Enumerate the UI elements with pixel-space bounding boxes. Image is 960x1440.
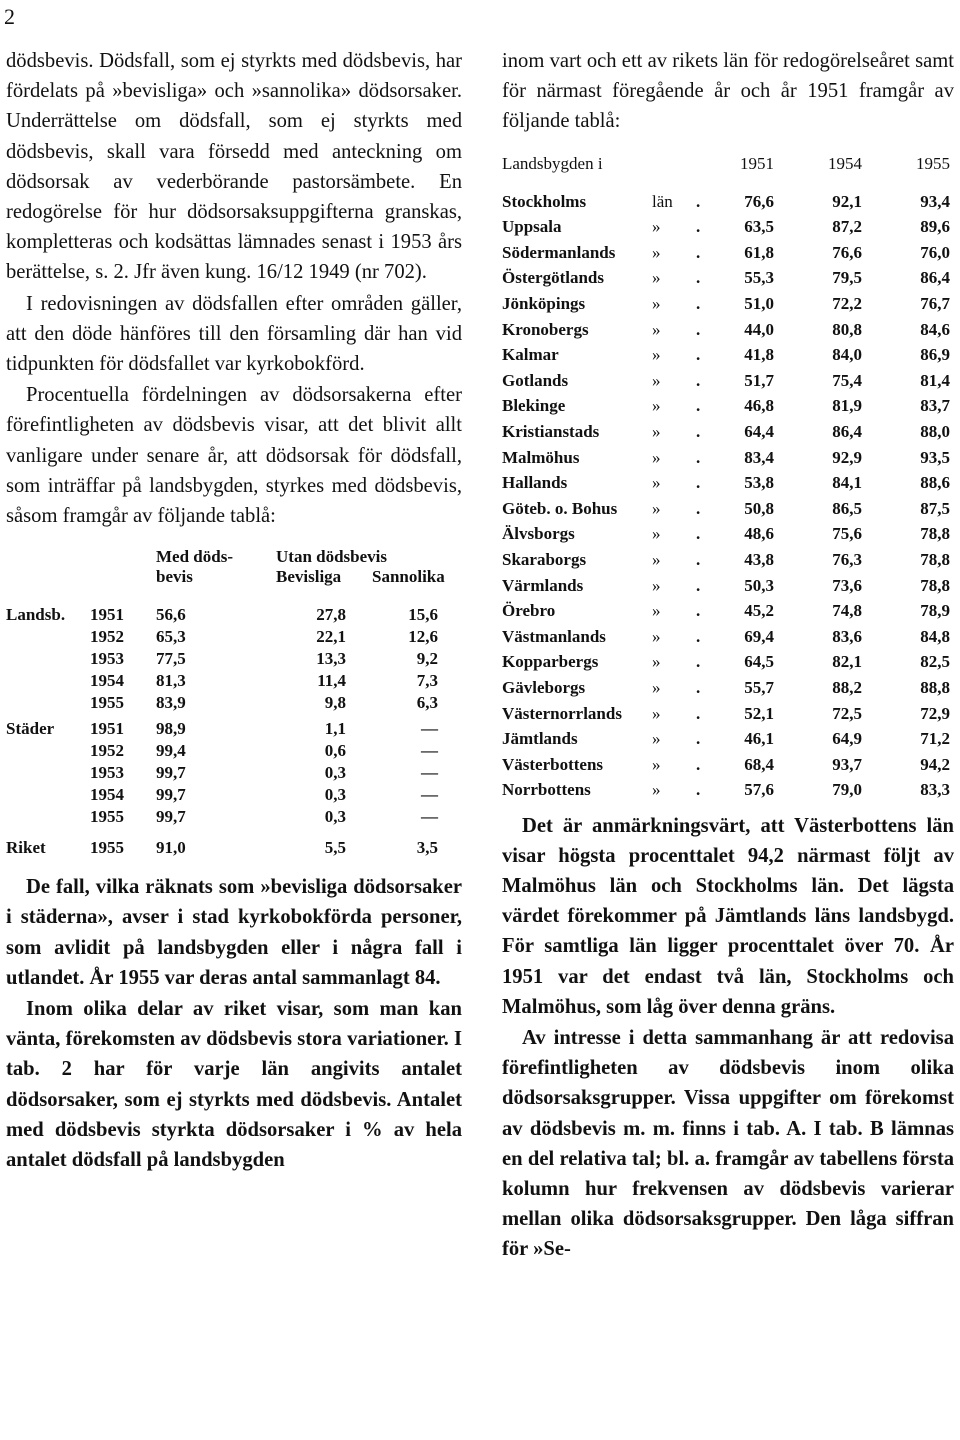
cell-1951: 64,5 bbox=[744, 652, 774, 672]
cell-med-dodsbevis: 91,0 bbox=[156, 838, 186, 858]
cell-sannolika: — bbox=[421, 741, 438, 761]
county-name: Malmöhus bbox=[502, 447, 580, 467]
cell-1955: 83,7 bbox=[920, 396, 950, 416]
cell-bevisliga: 13,3 bbox=[316, 649, 346, 669]
county-suffix: » bbox=[652, 754, 661, 774]
column-header-bevisliga: Bevisliga bbox=[276, 567, 342, 587]
row-year: 1951 bbox=[90, 719, 124, 739]
leader-dots: . bbox=[696, 575, 701, 595]
table-row bbox=[502, 470, 954, 495]
county-suffix: » bbox=[652, 370, 661, 390]
cell-1951: 69,4 bbox=[744, 626, 774, 646]
leader-dots: . bbox=[696, 754, 701, 774]
cell-1951: 53,8 bbox=[744, 473, 774, 493]
table-row bbox=[502, 342, 954, 367]
cell-1954: 84,1 bbox=[832, 473, 862, 493]
column-header-sannolika: Sannolika bbox=[372, 567, 445, 587]
county-name: Skaraborgs bbox=[502, 550, 587, 569]
cell-bevisliga: 22,1 bbox=[316, 627, 346, 647]
row-year: 1955 bbox=[90, 838, 124, 858]
cell-1954: 88,2 bbox=[832, 678, 862, 697]
cell-1954: 64,9 bbox=[832, 729, 862, 749]
column-group-header-utan-dodsbevis: Utan dödsbevis bbox=[276, 547, 388, 567]
table-row bbox=[6, 740, 462, 762]
county-suffix: » bbox=[652, 703, 661, 723]
cell-1954: 86,4 bbox=[832, 422, 862, 441]
leader-dots: . bbox=[696, 780, 701, 800]
table-row bbox=[6, 692, 462, 714]
cell-1954: 75,4 bbox=[832, 370, 862, 390]
cell-bevisliga: 0,3 bbox=[324, 785, 346, 805]
leader-dots: . bbox=[696, 703, 701, 723]
cell-1955: 87,5 bbox=[920, 498, 950, 518]
cell-1951: 83,4 bbox=[744, 447, 774, 467]
cell-bevisliga: 0,6 bbox=[324, 741, 346, 761]
table-row bbox=[502, 752, 954, 777]
county-suffix: » bbox=[652, 396, 661, 416]
row-group-label: Städer bbox=[6, 719, 55, 739]
table-row bbox=[6, 837, 462, 859]
cell-bevisliga: 0,3 bbox=[324, 807, 346, 827]
row-year: 1953 bbox=[90, 649, 124, 669]
table-row bbox=[502, 291, 954, 316]
cell-sannolika: — bbox=[421, 763, 438, 783]
paragraph: I redovisningen av dödsfallen efter områden gäller, att den döde hänföres till den församling där han vid tidpunkten för dödsfallet var kyrkobokförd. bbox=[6, 292, 462, 376]
cell-1951: 51,7 bbox=[744, 370, 774, 390]
cell-1951: 52,1 bbox=[744, 703, 774, 723]
leader-dots: . bbox=[696, 473, 701, 493]
cell-1955: 86,9 bbox=[920, 345, 950, 365]
row-year: 1952 bbox=[90, 627, 124, 647]
cell-1954: 79,0 bbox=[832, 780, 862, 800]
column-header-year: 1951 bbox=[740, 153, 774, 173]
county-name: Jämtlands bbox=[502, 729, 578, 749]
leader-dots: . bbox=[696, 294, 701, 313]
cell-bevisliga: 0,3 bbox=[324, 763, 346, 783]
table-row bbox=[502, 701, 954, 726]
cell-sannolika: 6,3 bbox=[416, 693, 438, 713]
table-row bbox=[6, 784, 462, 806]
cell-1954: 84,0 bbox=[832, 345, 862, 365]
cell-med-dodsbevis: 99,7 bbox=[156, 763, 186, 783]
row-year: 1954 bbox=[90, 671, 124, 691]
county-name: Gävleborgs bbox=[502, 678, 586, 697]
county-name: Kalmar bbox=[502, 345, 559, 365]
county-table-header bbox=[502, 151, 954, 177]
cell-1951: 50,8 bbox=[744, 498, 774, 518]
cell-1951: 44,0 bbox=[744, 319, 774, 339]
column-header-year: 1955 bbox=[916, 153, 950, 173]
table-row bbox=[6, 604, 462, 626]
cell-sannolika: — bbox=[421, 785, 438, 805]
table-row bbox=[6, 670, 462, 692]
county-name: Norrbottens bbox=[502, 780, 591, 800]
cell-sannolika: — bbox=[421, 719, 438, 739]
county-name: Kronobergs bbox=[502, 319, 589, 339]
leader-dots: . bbox=[696, 217, 701, 237]
cell-1951: 57,6 bbox=[744, 780, 774, 800]
cell-1951: 51,0 bbox=[744, 294, 774, 313]
cell-1954: 83,6 bbox=[832, 626, 862, 646]
table-row bbox=[502, 317, 954, 342]
table-row bbox=[6, 718, 462, 740]
cell-1954: 73,6 bbox=[832, 575, 862, 595]
county-name: Västerbottens bbox=[502, 754, 604, 774]
county-suffix: » bbox=[652, 473, 661, 493]
table-row bbox=[502, 624, 954, 649]
cell-1954: 86,5 bbox=[832, 498, 862, 518]
county-suffix: » bbox=[652, 780, 661, 800]
cell-1955: 89,6 bbox=[920, 217, 950, 237]
row-year: 1955 bbox=[90, 693, 124, 713]
county-name: Blekinge bbox=[502, 396, 566, 416]
leader-dots: . bbox=[696, 268, 701, 288]
cell-bevisliga: 27,8 bbox=[316, 605, 346, 625]
cell-1951: 48,6 bbox=[744, 524, 774, 544]
cell-bevisliga: 1,1 bbox=[324, 719, 346, 739]
table-row bbox=[502, 598, 954, 623]
county-suffix: » bbox=[652, 294, 661, 313]
table-row bbox=[6, 648, 462, 670]
county-suffix: » bbox=[652, 242, 661, 262]
row-year: 1955 bbox=[90, 807, 124, 827]
county-name: Örebro bbox=[502, 601, 556, 621]
county-suffix: » bbox=[652, 345, 661, 365]
cell-1955: 94,2 bbox=[920, 754, 950, 774]
cell-1954: 82,1 bbox=[832, 652, 862, 672]
cell-1954: 75,6 bbox=[832, 524, 862, 544]
table-row bbox=[502, 240, 954, 265]
table-row bbox=[502, 726, 954, 751]
table-row bbox=[502, 214, 954, 239]
cell-sannolika: 12,6 bbox=[408, 627, 438, 647]
county-name: Västernorrlands bbox=[502, 703, 622, 723]
cell-sannolika: — bbox=[421, 807, 438, 827]
cell-med-dodsbevis: 56,6 bbox=[156, 605, 186, 625]
leader-dots: . bbox=[696, 191, 701, 211]
death-certificate-table bbox=[6, 547, 462, 872]
cell-1955: 76,0 bbox=[920, 242, 950, 262]
cell-1954: 81,9 bbox=[832, 396, 862, 416]
county-suffix: » bbox=[652, 678, 661, 697]
cell-1951: 55,3 bbox=[744, 268, 774, 288]
cell-1955: 76,7 bbox=[920, 294, 950, 313]
right-column bbox=[502, 46, 954, 1265]
table-row bbox=[502, 777, 954, 802]
left-column bbox=[6, 46, 462, 1175]
row-year: 1954 bbox=[90, 785, 124, 805]
page-number: 2 bbox=[4, 4, 15, 29]
cell-1951: 50,3 bbox=[744, 575, 774, 595]
cell-1951: 68,4 bbox=[744, 754, 774, 774]
county-name: Värmlands bbox=[502, 575, 584, 595]
paragraph: Det är anmärkningsvärt, att Västerbottens län visar högsta procenttalet 94,2 närmast följt av Malmöhus län och Stockholms län. Det lägsta värdet förekommer på Jämtlands läns landsbygd. För samtliga län ligger procenttalet över 70. År 1951 var det endast två län, Stockholms och Malmöhus, som låg över denna gräns. bbox=[502, 814, 954, 1018]
cell-med-dodsbevis: 65,3 bbox=[156, 627, 186, 647]
cell-1954: 76,3 bbox=[832, 550, 862, 569]
county-suffix: » bbox=[652, 422, 661, 441]
cell-sannolika: 9,2 bbox=[416, 649, 438, 669]
cell-1954: 72,2 bbox=[832, 294, 862, 313]
cell-1955: 83,3 bbox=[920, 780, 950, 800]
cell-med-dodsbevis: 99,7 bbox=[156, 807, 186, 827]
county-name: Jönköpings bbox=[502, 294, 586, 313]
row-year: 1952 bbox=[90, 741, 124, 761]
cell-1951: 61,8 bbox=[744, 242, 774, 262]
county-suffix: » bbox=[652, 268, 661, 288]
cell-1954: 92,9 bbox=[832, 447, 862, 467]
county-suffix: » bbox=[652, 524, 661, 544]
cell-1955: 88,8 bbox=[920, 678, 950, 697]
leader-dots: . bbox=[696, 729, 701, 749]
leader-dots: . bbox=[696, 370, 701, 390]
leader-dots: . bbox=[696, 396, 701, 416]
leader-dots: . bbox=[696, 652, 701, 672]
county-name: Älvsborgs bbox=[502, 524, 575, 544]
county-suffix: » bbox=[652, 575, 661, 595]
cell-1955: 86,4 bbox=[920, 268, 950, 288]
paragraph: Procentuella fördelningen av dödsorsakerna efter förefintligheten av dödsbevis visar, att det blivit allt vanligare under senare år, att dödsorsak för dödsfall, som inträffar på landsbygden, styrkes med dödsbevis, såsom framgår av följande tablå: bbox=[6, 384, 462, 528]
cell-med-dodsbevis: 81,3 bbox=[156, 671, 186, 691]
county-name: Hallands bbox=[502, 473, 568, 493]
table-row bbox=[502, 445, 954, 470]
cell-med-dodsbevis: 99,7 bbox=[156, 785, 186, 805]
county-name: Göteb. o. Bohus bbox=[502, 498, 618, 518]
table-row bbox=[502, 393, 954, 418]
county-suffix: » bbox=[652, 498, 661, 518]
leader-dots: . bbox=[696, 524, 701, 544]
cell-1954: 87,2 bbox=[832, 217, 862, 237]
cell-1954: 93,7 bbox=[832, 754, 862, 774]
cell-1951: 41,8 bbox=[744, 345, 774, 365]
table-row bbox=[6, 806, 462, 828]
cell-1954: 76,6 bbox=[832, 242, 862, 262]
table-row bbox=[502, 649, 954, 674]
table-row bbox=[502, 496, 954, 521]
county-name: Västmanlands bbox=[502, 626, 606, 646]
row-group-label: Riket bbox=[6, 838, 46, 858]
leader-dots: . bbox=[696, 601, 701, 621]
cell-med-dodsbevis: 98,9 bbox=[156, 719, 186, 739]
cell-1951: 63,5 bbox=[744, 217, 774, 237]
paragraph: Av intresse i detta sammanhang är att redovisa förefintligheten av dödsbevis inom olika dödsorsaksgrupper. Vissa uppgifter om förekomst av dödsbevis m. m. finns i tab. A. I tab. B lämnas en del relativa tal; bl. a. framgår av tabellens första kolumn hur frekvensen av dödsbevis varierar mellan olika dödsorsaksgrupper. Den låga siffran för »Se- bbox=[502, 1027, 954, 1261]
cell-sannolika: 7,3 bbox=[416, 671, 438, 691]
row-year: 1951 bbox=[90, 605, 124, 625]
county-suffix: » bbox=[652, 729, 661, 749]
leader-dots: . bbox=[696, 498, 701, 518]
cell-med-dodsbevis: 77,5 bbox=[156, 649, 186, 669]
cell-1951: 55,7 bbox=[744, 678, 774, 697]
cell-1955: 88,0 bbox=[920, 422, 950, 441]
table-row bbox=[502, 419, 954, 444]
cell-1955: 78,8 bbox=[920, 550, 950, 569]
leader-dots: . bbox=[696, 678, 701, 697]
leader-dots: . bbox=[696, 345, 701, 365]
column-header-med-dodsbevis: Med döds- bevis bbox=[156, 547, 233, 587]
leader-dots: . bbox=[696, 242, 701, 262]
cell-1954: 72,5 bbox=[832, 703, 862, 723]
table-row bbox=[502, 189, 954, 214]
cell-1954: 80,8 bbox=[832, 319, 862, 339]
county-suffix: » bbox=[652, 601, 661, 621]
table-row bbox=[502, 675, 954, 700]
cell-1955: 88,6 bbox=[920, 473, 950, 493]
cell-1955: 71,2 bbox=[920, 729, 950, 749]
county-suffix: » bbox=[652, 217, 661, 237]
county-name: Uppsala bbox=[502, 217, 562, 237]
cell-1951: 45,2 bbox=[744, 601, 774, 621]
county-name: Kristianstads bbox=[502, 422, 600, 441]
leader-dots: . bbox=[696, 422, 701, 441]
column-header-landsbygden: Landsbygden i bbox=[502, 153, 603, 173]
table-row bbox=[502, 521, 954, 546]
county-table bbox=[502, 151, 954, 811]
cell-1955: 72,9 bbox=[920, 703, 950, 723]
county-name: Stockholms bbox=[502, 191, 587, 211]
cell-1951: 64,4 bbox=[744, 422, 774, 441]
paragraph: inom vart och ett av rikets län för redogörelseåret samt för närmast föregående år och år 1951 framgår av följande tablå: bbox=[502, 50, 954, 133]
cell-1955: 78,8 bbox=[920, 575, 950, 595]
cell-bevisliga: 5,5 bbox=[324, 838, 346, 858]
leader-dots: . bbox=[696, 626, 701, 646]
cell-1954: 92,1 bbox=[832, 191, 862, 211]
cell-med-dodsbevis: 99,4 bbox=[156, 741, 186, 761]
county-name: Södermanlands bbox=[502, 242, 616, 262]
cell-1955: 84,8 bbox=[920, 626, 950, 646]
paragraph: De fall, vilka räknats som »bevisliga dödsorsaker i städerna», avser i stad kyrkobokförda personer, som avlidit på landsbygden eller i några fall i utlandet. År 1955 var deras antal sammanlagt 84. bbox=[6, 876, 462, 989]
leader-dots: . bbox=[696, 447, 701, 467]
cell-1955: 93,4 bbox=[920, 191, 950, 211]
column-header-year: 1954 bbox=[828, 153, 862, 173]
cell-1955: 82,5 bbox=[920, 652, 950, 672]
table-row bbox=[502, 368, 954, 393]
cell-med-dodsbevis: 83,9 bbox=[156, 693, 186, 713]
leader-dots: . bbox=[696, 319, 701, 339]
table-row bbox=[502, 547, 954, 572]
table-row bbox=[6, 762, 462, 784]
county-name: Gotlands bbox=[502, 370, 569, 390]
cell-1954: 74,8 bbox=[832, 601, 862, 621]
county-name: Östergötlands bbox=[502, 268, 604, 288]
cell-sannolika: 15,6 bbox=[408, 605, 438, 625]
row-group-label: Landsb. bbox=[6, 605, 66, 625]
county-suffix: » bbox=[652, 550, 661, 569]
table-row bbox=[502, 265, 954, 290]
cell-1951: 46,8 bbox=[744, 396, 774, 416]
table-row bbox=[6, 626, 462, 648]
cell-1955: 81,4 bbox=[920, 370, 950, 390]
cell-1955: 78,8 bbox=[920, 524, 950, 544]
county-suffix: » bbox=[652, 626, 661, 646]
table-row bbox=[502, 573, 954, 598]
county-suffix: » bbox=[652, 319, 661, 339]
cell-1955: 84,6 bbox=[920, 319, 950, 339]
paragraph: Inom olika delar av riket visar, som man kan vänta, förekomsten av dödsbevis stora variationer. I tab. 2 har för varje län angivits antalet dödsorsaker, som ej styrkts med dödsbevis. Antalet med dödsbevis styrkta dödsorsaker i % av hela antalet dödsfall på landsbygden bbox=[6, 998, 462, 1172]
cell-1955: 78,9 bbox=[920, 601, 950, 621]
cell-bevisliga: 9,8 bbox=[324, 693, 346, 713]
leader-dots: . bbox=[696, 550, 701, 569]
paragraph: dödsbevis. Dödsfall, som ej styrkts med dödsbevis, har fördelats på »bevisliga» och »sannolika» dödsorsaker. Underrättelse om dödsfall, som ej styrkts med dödsbevis, skall vara försedd med anteckning om dödsorsak av vederbörande pastorsämbete. En redogörelse för hur dödsorsaksuppgifterna granskas, kompletteras och kodsättas lämnades senast i 1953 års berättelse, s. 2. Jfr även kung. 16/12 1949 (nr 702). bbox=[6, 50, 462, 284]
cell-1951: 76,6 bbox=[744, 191, 774, 211]
cell-1951: 43,8 bbox=[744, 550, 774, 569]
county-name: Kopparbergs bbox=[502, 652, 599, 672]
cell-sannolika: 3,5 bbox=[416, 838, 438, 858]
cell-1955: 93,5 bbox=[920, 447, 950, 467]
county-suffix: » bbox=[652, 652, 661, 672]
cell-1954: 79,5 bbox=[832, 268, 862, 288]
row-year: 1953 bbox=[90, 763, 124, 783]
county-suffix: » bbox=[652, 447, 661, 467]
cell-1951: 46,1 bbox=[744, 729, 774, 749]
county-suffix: län bbox=[652, 191, 673, 211]
cell-bevisliga: 11,4 bbox=[317, 671, 346, 691]
